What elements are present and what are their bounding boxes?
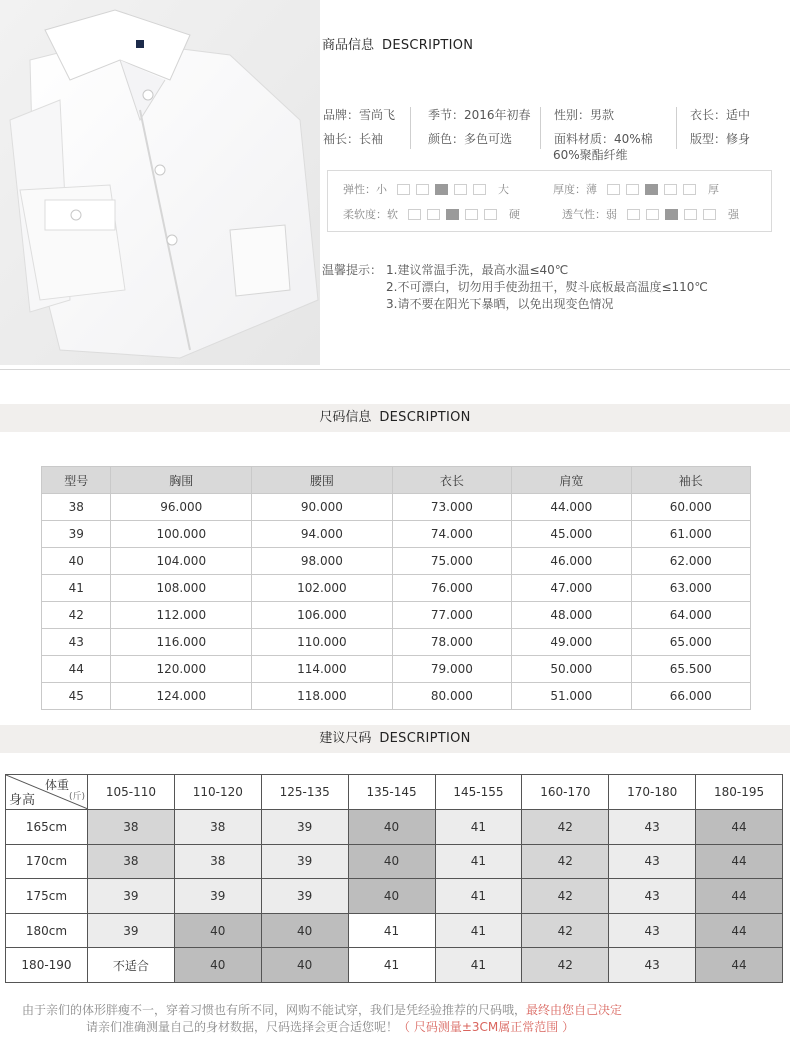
- size-cell: 41: [348, 948, 435, 983]
- table-cell: 60.000: [631, 494, 750, 521]
- attr-length: 衣长：适中: [690, 108, 751, 122]
- table-cell: 66.000: [631, 683, 750, 710]
- attr-brand: 品牌：雪尚飞: [323, 108, 396, 122]
- table-cell: 78.000: [392, 629, 511, 656]
- height-cell: 180-190: [6, 948, 88, 983]
- size-cell: 不适合: [88, 948, 175, 983]
- size-cell: 40: [348, 879, 435, 914]
- divider: [410, 107, 411, 149]
- size-cell: 42: [522, 879, 609, 914]
- scale-square: [684, 209, 697, 220]
- table-cell: 114.000: [252, 656, 393, 683]
- table-cell: 49.000: [512, 629, 631, 656]
- size-cell: 38: [88, 810, 175, 845]
- table-cell: 63.000: [631, 575, 750, 602]
- corner-weight-label: 体重: [44, 778, 69, 792]
- table-cell: 96.000: [111, 494, 252, 521]
- scale-square: [397, 184, 410, 195]
- table-cell: 44.000: [512, 494, 631, 521]
- size-cell: 38: [88, 844, 175, 879]
- scale-end-label: 强: [728, 208, 739, 221]
- table-cell: 110.000: [252, 629, 393, 656]
- table-cell: 62.000: [631, 548, 750, 575]
- size-cell: 40: [348, 844, 435, 879]
- scale-square: [664, 184, 677, 195]
- size-cell: 39: [174, 879, 261, 914]
- recommend-title: [0, 725, 790, 753]
- table-cell: 64.000: [631, 602, 750, 629]
- table-row: [42, 548, 751, 575]
- recommend-title-cn: 建议尺码: [319, 731, 372, 746]
- table-row: [42, 602, 751, 629]
- table-cell: 116.000: [111, 629, 252, 656]
- size-cell: 39: [88, 879, 175, 914]
- size-info-title-cn: 尺码信息: [319, 410, 372, 425]
- size-cell: 44: [696, 810, 783, 845]
- size-cell: 42: [522, 810, 609, 845]
- footnote-text: 请亲们准确测量自己的身材数据，尺码选择会更合适您呢！: [86, 1020, 399, 1034]
- table-row: [42, 575, 751, 602]
- size-cell: 39: [88, 913, 175, 948]
- size-cell: 39: [261, 844, 348, 879]
- recommend-corner-cell: [6, 775, 88, 810]
- product-info-title: [322, 34, 473, 53]
- size-header-shoulder: 肩宽: [512, 467, 631, 494]
- table-row: [6, 913, 783, 948]
- table-cell: 94.000: [252, 521, 393, 548]
- scale-elasticity: [343, 181, 509, 197]
- size-table-header: [42, 467, 751, 494]
- table-cell: 45.000: [512, 521, 631, 548]
- weight-header: 145-155: [435, 775, 522, 810]
- scale-label: 厚度：薄: [553, 183, 597, 196]
- recommend-title-en: DESCRIPTION: [379, 731, 471, 746]
- weight-header: 180-195: [696, 775, 783, 810]
- scale-square: [646, 209, 659, 220]
- scale-softness: [343, 206, 520, 222]
- weight-header: 125-135: [261, 775, 348, 810]
- table-cell: 106.000: [252, 602, 393, 629]
- weight-header: 170-180: [609, 775, 696, 810]
- scale-square-selected: [665, 209, 678, 220]
- scale-square-selected: [645, 184, 658, 195]
- size-cell: 44: [696, 844, 783, 879]
- attr-color: 颜色：多色可选: [428, 132, 513, 146]
- size-cell: 40: [174, 948, 261, 983]
- table-cell: 74.000: [392, 521, 511, 548]
- scale-square: [465, 209, 478, 220]
- size-header-chest: 胸围: [111, 467, 252, 494]
- scale-breathability: [562, 206, 739, 222]
- table-row: [42, 683, 751, 710]
- table-cell: 108.000: [111, 575, 252, 602]
- size-cell: 38: [174, 844, 261, 879]
- size-cell: 40: [261, 913, 348, 948]
- table-cell: 65.000: [631, 629, 750, 656]
- scale-square: [427, 209, 440, 220]
- footnote-line-1: [22, 1001, 622, 1018]
- table-cell: 73.000: [392, 494, 511, 521]
- table-cell: 47.000: [512, 575, 631, 602]
- table-row: [42, 656, 751, 683]
- scale-square: [626, 184, 639, 195]
- scale-square: [703, 209, 716, 220]
- scale-label: 柔软度：软: [343, 208, 398, 221]
- recommend-bar: [0, 725, 790, 753]
- care-tip-line: 3.请不要在阳光下暴晒，以免出现变色情况: [386, 297, 614, 311]
- table-cell: 43: [42, 629, 111, 656]
- table-cell: 98.000: [252, 548, 393, 575]
- table-cell: 51.000: [512, 683, 631, 710]
- scale-square-selected: [446, 209, 459, 220]
- table-row: [42, 494, 751, 521]
- size-cell: 42: [522, 948, 609, 983]
- size-cell: 41: [435, 844, 522, 879]
- care-tip-line: 2.不可漂白，切勿用手使劲扭干，熨斗底板最高温度≤110℃: [386, 280, 708, 294]
- scale-square: [607, 184, 620, 195]
- size-cell: 39: [261, 879, 348, 914]
- table-row: [6, 844, 783, 879]
- size-header-length: 衣长: [392, 467, 511, 494]
- height-cell: 175cm: [6, 879, 88, 914]
- table-cell: 79.000: [392, 656, 511, 683]
- corner-height-label: 身高: [9, 793, 36, 808]
- size-cell: 43: [609, 810, 696, 845]
- size-info-bar: [0, 404, 790, 432]
- size-cell: 42: [522, 844, 609, 879]
- size-cell: 40: [348, 810, 435, 845]
- corner-unit-label: (斤): [68, 792, 85, 802]
- size-cell: 41: [435, 913, 522, 948]
- table-row: [6, 879, 783, 914]
- height-cell: 170cm: [6, 844, 88, 879]
- size-cell: 41: [435, 879, 522, 914]
- table-row: [6, 810, 783, 845]
- footnote-line-2: [86, 1018, 574, 1035]
- footnote-highlight: （ 尺码测量±3CM属正常范围 ）: [398, 1020, 575, 1034]
- scale-square: [454, 184, 467, 195]
- table-cell: 46.000: [512, 548, 631, 575]
- size-info-title: [0, 404, 790, 432]
- size-cell: 44: [696, 879, 783, 914]
- table-cell: 112.000: [111, 602, 252, 629]
- weight-header: 135-145: [348, 775, 435, 810]
- table-cell: 102.000: [252, 575, 393, 602]
- size-header-sleeve: 袖长: [631, 467, 750, 494]
- table-cell: 42: [42, 602, 111, 629]
- table-cell: 45: [42, 683, 111, 710]
- table-cell: 75.000: [392, 548, 511, 575]
- product-info-title-cn: 商品信息: [322, 38, 375, 53]
- table-cell: 65.500: [631, 656, 750, 683]
- size-cell: 42: [522, 913, 609, 948]
- height-cell: 180cm: [6, 913, 88, 948]
- weight-header: 110-120: [174, 775, 261, 810]
- table-row: [6, 948, 783, 983]
- scale-end-label: 厚: [708, 183, 719, 196]
- footnote-highlight: 最终由您自己决定: [526, 1003, 623, 1017]
- table-cell: 50.000: [512, 656, 631, 683]
- scale-label: 弹性：小: [343, 183, 387, 196]
- attr-material: 面料材质：40%棉: [554, 132, 653, 146]
- table-cell: 104.000: [111, 548, 252, 575]
- table-cell: 124.000: [111, 683, 252, 710]
- scale-square: [484, 209, 497, 220]
- table-row: [42, 629, 751, 656]
- table-cell: 90.000: [252, 494, 393, 521]
- size-cell: 39: [261, 810, 348, 845]
- table-cell: 48.000: [512, 602, 631, 629]
- divider: [540, 107, 541, 149]
- size-header-model: 型号: [42, 467, 111, 494]
- table-cell: 77.000: [392, 602, 511, 629]
- size-header-waist: 腰围: [252, 467, 393, 494]
- size-cell: 43: [609, 913, 696, 948]
- size-cell: 44: [696, 913, 783, 948]
- size-cell: 41: [435, 810, 522, 845]
- attr-fit: 版型：修身: [690, 132, 751, 146]
- scale-end-label: 硬: [509, 208, 520, 221]
- table-cell: 38: [42, 494, 111, 521]
- size-cell: 40: [261, 948, 348, 983]
- attr-season: 季节：2016年初春: [428, 108, 531, 122]
- scale-label: 透气性：弱: [562, 208, 617, 221]
- scale-square-selected: [435, 184, 448, 195]
- table-cell: 61.000: [631, 521, 750, 548]
- size-cell: 43: [609, 844, 696, 879]
- table-row: [42, 521, 751, 548]
- table-cell: 118.000: [252, 683, 393, 710]
- size-table: [41, 466, 751, 710]
- table-cell: 100.000: [111, 521, 252, 548]
- scale-square: [683, 184, 696, 195]
- size-cell: 38: [174, 810, 261, 845]
- table-cell: 39: [42, 521, 111, 548]
- scale-square: [627, 209, 640, 220]
- attr-material-2: 60%聚酯纤维: [553, 148, 628, 162]
- scale-end-label: 大: [498, 183, 509, 196]
- size-cell: 44: [696, 948, 783, 983]
- table-cell: 40: [42, 548, 111, 575]
- scale-square: [416, 184, 429, 195]
- table-cell: 44: [42, 656, 111, 683]
- size-cell: 41: [435, 948, 522, 983]
- scale-square: [408, 209, 421, 220]
- weight-header: 160-170: [522, 775, 609, 810]
- weight-header: 105-110: [88, 775, 175, 810]
- table-cell: 120.000: [111, 656, 252, 683]
- attr-gender: 性别：男款: [554, 108, 615, 122]
- shirt-image: [0, 0, 320, 365]
- size-cell: 43: [609, 879, 696, 914]
- care-tip-label: 温馨提示：: [322, 263, 383, 277]
- scale-thickness: [553, 181, 719, 197]
- product-info-title-en: DESCRIPTION: [382, 38, 474, 53]
- recommend-header-row: [6, 775, 783, 810]
- table-cell: 41: [42, 575, 111, 602]
- height-cell: 165cm: [6, 810, 88, 845]
- size-cell: 40: [174, 913, 261, 948]
- divider: [676, 107, 677, 149]
- product-info-section: [0, 0, 790, 370]
- table-cell: 76.000: [392, 575, 511, 602]
- size-cell: 41: [348, 913, 435, 948]
- table-cell: 80.000: [392, 683, 511, 710]
- scale-square: [473, 184, 486, 195]
- attr-sleeve: 袖长：长袖: [323, 132, 384, 146]
- footnote-text: 由于亲们的体形胖瘦不一，穿着习惯也有所不同，网购不能试穿，我们是凭经验推荐的尺码哦，: [22, 1003, 527, 1017]
- recommend-table: [5, 774, 783, 983]
- size-info-title-en: DESCRIPTION: [379, 410, 471, 425]
- care-tip-line: 1.建议常温手洗，最高水温≤40℃: [386, 263, 569, 277]
- size-cell: 43: [609, 948, 696, 983]
- fabric-scale-box: [327, 170, 772, 232]
